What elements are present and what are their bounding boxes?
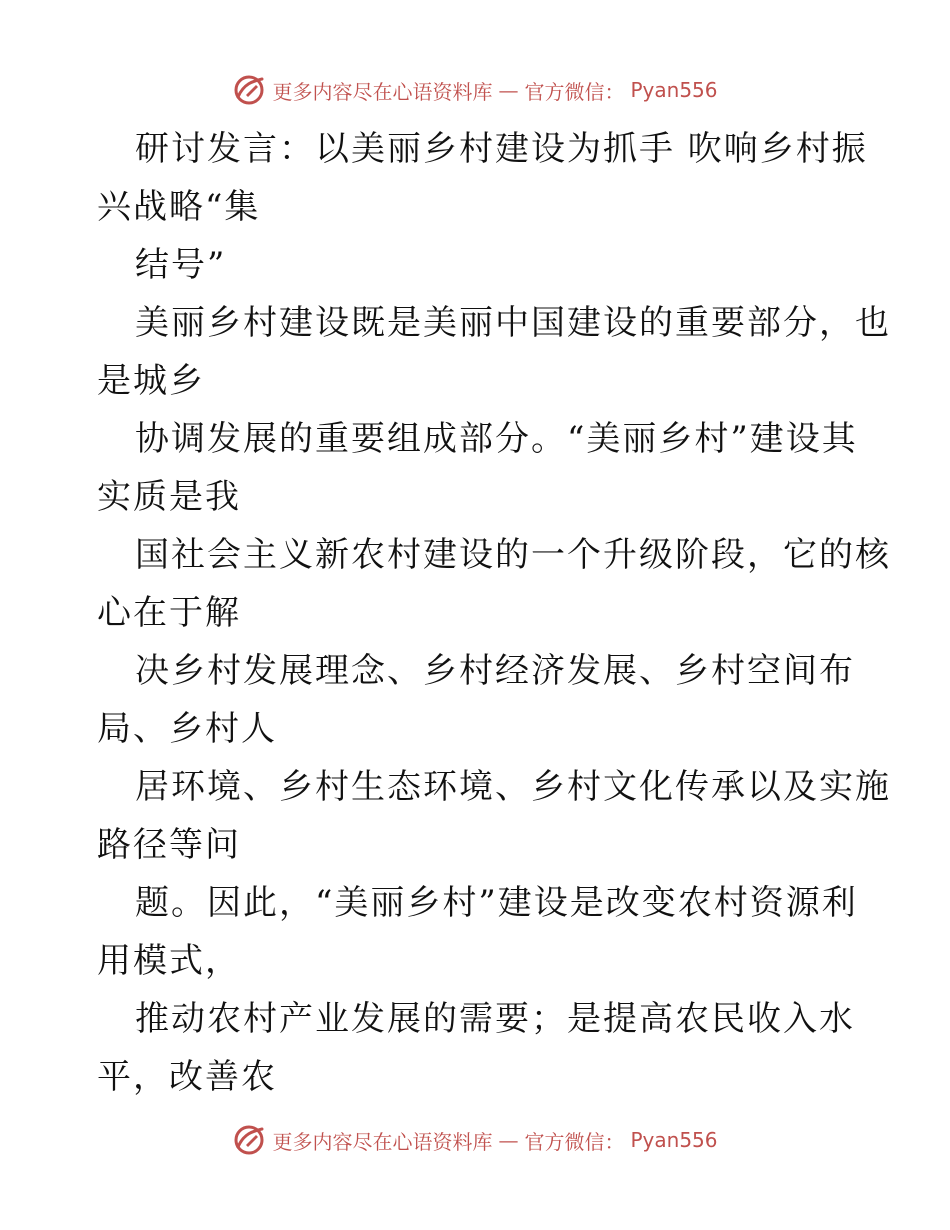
header-watermark <box>0 70 950 110</box>
watermark-brand: 更多内容尽在心语资料库 <box>272 1129 493 1154</box>
text-line: 决乡村发展理念、乡村经济发展、乡村空间布 <box>135 651 855 691</box>
watermark-contact-id: Pyan556 <box>630 1128 718 1152</box>
watermark-brand: 更多内容尽在心语资料库 <box>272 79 493 104</box>
ribbon-pen-logo-icon <box>232 1123 266 1157</box>
ribbon-pen-logo-icon <box>232 73 266 107</box>
text-line: 路径等问 <box>97 825 241 865</box>
text-line: 居环境、乡村生态环境、乡村文化传承以及实施 <box>135 767 891 807</box>
footer-watermark <box>0 1120 950 1160</box>
text-line: 题。因此，“美丽乡村”建设是改变农村资源利 <box>135 883 858 923</box>
text-line: 国社会主义新农村建设的一个升级阶段，它的核 <box>135 535 891 575</box>
watermark-contact-id: Pyan556 <box>630 78 718 102</box>
watermark-separator: — <box>498 1128 519 1152</box>
text-line: 兴战略“集 <box>97 187 261 227</box>
text-line: 研讨发言：以美丽乡村建设为抓手 吹响乡村振 <box>135 129 868 169</box>
watermark-separator: — <box>498 78 519 102</box>
text-line: 美丽乡村建设既是美丽中国建设的重要部分，也 <box>135 303 891 343</box>
text-line: 平，改善农 <box>97 1057 277 1097</box>
text-line: 局、乡村人 <box>97 709 277 749</box>
text-line: 实质是我 <box>97 477 241 517</box>
watermark-contact-label: 官方微信： <box>524 79 625 104</box>
text-line: 心在于解 <box>97 593 241 633</box>
text-line: 用模式， <box>97 941 241 981</box>
text-line: 结号” <box>135 245 227 285</box>
text-line: 推动农村产业发展的需要；是提高农民收入水 <box>135 999 855 1039</box>
watermark-contact-label: 官方微信： <box>524 1129 625 1154</box>
text-line: 协调发展的重要组成部分。“美丽乡村”建设其 <box>135 419 858 459</box>
text-line: 是城乡 <box>97 361 205 401</box>
document-body <box>97 120 891 1106</box>
